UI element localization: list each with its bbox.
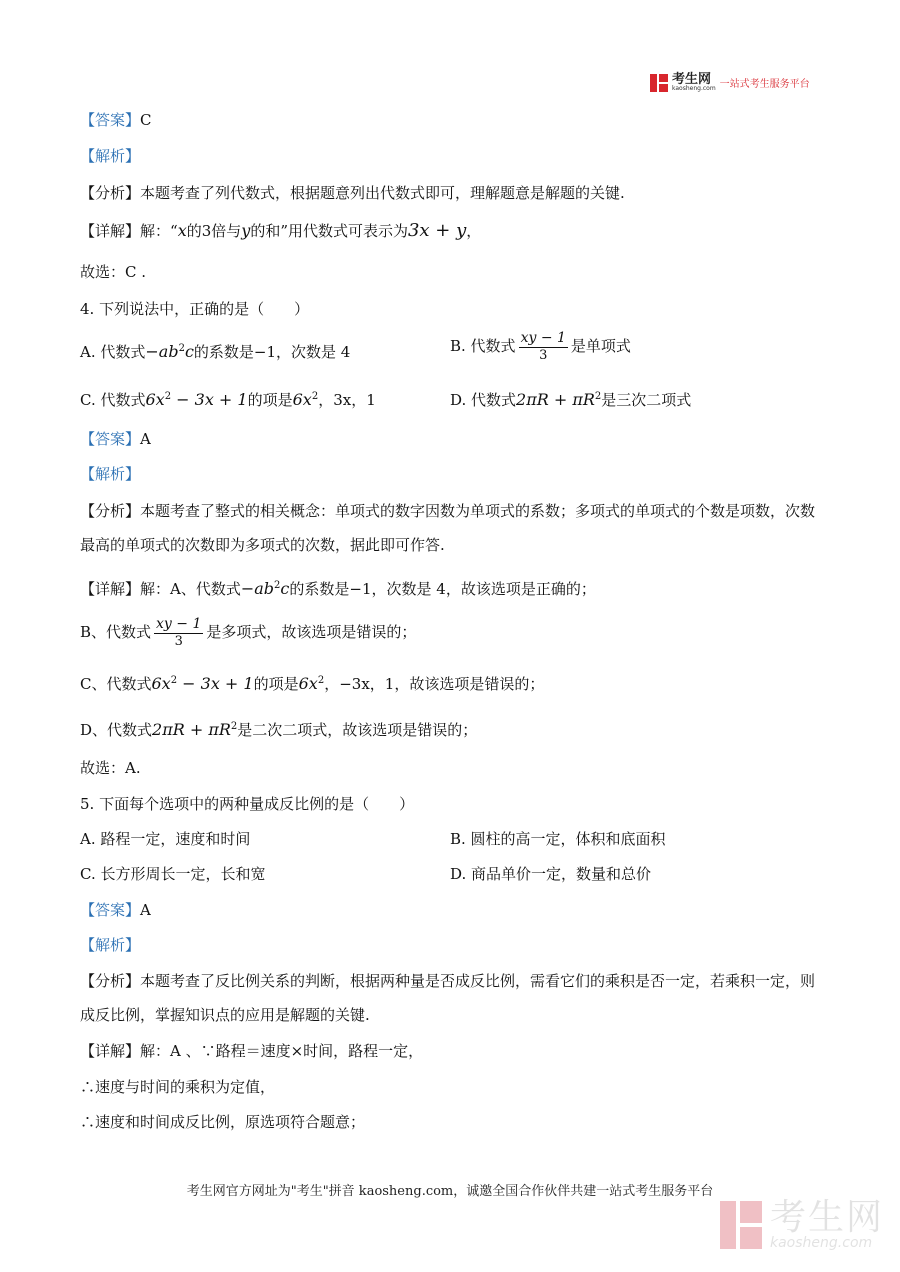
header-logo (650, 73, 810, 92)
detail-text: 的和”用代数式可表示为 (250, 222, 408, 240)
q4-detail-d (80, 717, 477, 740)
math-exponent: 2 (274, 580, 281, 591)
option-label: A. 代数式 (80, 343, 146, 361)
fraction-denominator: 3 (174, 634, 183, 649)
math-expression: − 3x + 1 (171, 390, 248, 409)
q5-stem: 5. 下面每个选项中的两种量成反比例的是（ ） (80, 795, 415, 813)
q5-answer (80, 900, 151, 920)
detail-text: C、代数式 (80, 675, 152, 693)
q5-option-a: A. 路程一定，速度和时间 (80, 830, 251, 848)
logo-mark-icon (650, 74, 668, 92)
xiangjie-label: 【详解】 (80, 222, 141, 240)
q5-jiexi (80, 935, 140, 955)
q4-detail-c (80, 671, 544, 694)
option-text: 是三次二项式 (601, 391, 692, 409)
math-exponent: 2 (230, 721, 238, 732)
q4-detail-b (80, 616, 416, 650)
q5-option-d: D. 商品单价一定，数量和总价 (450, 865, 652, 883)
math-exponent: 2 (594, 391, 602, 402)
detail-text: 的系数是−1，次数是 4，故该选项是正确的； (289, 580, 596, 598)
fenxi-label: 【分析】 (80, 502, 141, 520)
detail-text: ，−3x，1，故该选项是错误的； (324, 675, 545, 693)
math-expression: 6x (292, 390, 312, 409)
q5-option-c: C. 长方形周长一定，长和宽 (80, 865, 266, 883)
q4-conclusion: 故选：A. (80, 759, 141, 777)
q4-answer (80, 429, 151, 449)
footer-text: 考生网官方网址为"考生"拼音 kaosheng.com，诚邀全国合作伙伴共建一站式考生服务平台 (186, 1184, 714, 1199)
math-exponent: 2 (317, 675, 325, 686)
q5-detail-3: ∴速度和时间成反比例，原选项符合题意； (80, 1113, 366, 1131)
math-var: c (184, 342, 194, 361)
q3-answer (80, 110, 152, 130)
xiangjie-label: 【详解】 (80, 580, 141, 598)
q4-option-b (450, 330, 631, 364)
fraction-denominator: 3 (539, 348, 548, 363)
q5-detail-1 (80, 1041, 423, 1061)
math-expression: −ab (240, 579, 275, 598)
jiexi-label: 【解析】 (80, 465, 141, 483)
q4-jiexi (80, 464, 140, 484)
xiangjie-label: 【详解】 (80, 1042, 141, 1060)
logo-domain: kaosheng.com (672, 85, 716, 92)
answer-value: A (140, 430, 151, 448)
logo-name: 考生网 (672, 72, 712, 87)
analysis-text: 本题考查了列代数式，根据题意列出代数式即可，理解题意是解题的关键. (140, 184, 625, 202)
analysis-text: 本题考查了整式的相关概念：单项式的数字因数为单项式的系数；多项式的单项式的个数是项数，次数最高的单项式的次数即为多项式的次数，据此即可作答. (80, 502, 816, 554)
detail-text: 解：“ (140, 222, 178, 240)
fraction-numerator: xy − 1 (520, 330, 566, 346)
answer-label: 【答案】 (80, 901, 141, 919)
q3-conclusion: 故选：C . (80, 263, 147, 281)
math-expression: 6x (298, 674, 318, 693)
answer-value: A (140, 901, 151, 919)
detail-text: 解：A、代数式 (140, 580, 241, 598)
answer-label: 【答案】 (80, 111, 141, 129)
option-label: C. 代数式 (80, 391, 146, 409)
answer-value: C (140, 111, 152, 129)
math-exponent: 2 (178, 343, 185, 354)
fraction (519, 330, 568, 364)
q5-analysis (80, 964, 825, 1032)
math-var: x (177, 221, 187, 240)
math-expression: −ab (145, 342, 179, 361)
q4-option-c (80, 387, 376, 410)
math-expression: 2πR + πR (152, 720, 231, 739)
math-expression: 2πR + πR (516, 390, 595, 409)
q4-analysis (80, 494, 825, 562)
detail-text: 是多项式，故该选项是错误的； (206, 623, 417, 641)
math-exponent: 2 (311, 391, 319, 402)
option-text: 的系数是−1，次数是 4 (193, 343, 351, 361)
detail-text: 是二次二项式，故该选项是错误的； (237, 721, 478, 739)
fenxi-label: 【分析】 (80, 972, 141, 990)
analysis-text: 本题考查了反比例关系的判断，根据两种量是否成反比例，需看它们的乘积是否一定，若乘积一定，则成反比例，掌握知识点的应用是解题的关键. (80, 972, 816, 1024)
math-exponent: 2 (164, 391, 172, 402)
option-text: 的项是 (247, 391, 293, 409)
detail-text: 的3倍与 (186, 222, 242, 240)
math-expression: 3x + y (407, 220, 467, 241)
q3-jiexi (80, 146, 140, 166)
q3-analysis (80, 183, 625, 203)
fraction (154, 616, 203, 650)
detail-text: B、代数式 (80, 623, 152, 641)
detail-text: 的项是 (253, 675, 299, 693)
detail-text: D、代数式 (80, 721, 153, 739)
q4-option-a (80, 339, 350, 362)
header-slogan: 一站式考生服务平台 (719, 79, 810, 90)
detail-text: ， (466, 222, 482, 240)
watermark-logo (720, 1197, 885, 1251)
detail-text: 解：A 、∵路程＝速度×时间，路程一定， (140, 1042, 424, 1060)
math-var: c (280, 579, 290, 598)
q4-detail-a (80, 576, 596, 599)
option-text: 是单项式 (570, 337, 631, 355)
math-expression: 6x (151, 674, 171, 693)
fraction-numerator: xy − 1 (156, 616, 202, 632)
q3-detail (80, 221, 481, 241)
watermark-name: 考生网 (770, 1197, 885, 1238)
option-text: ，3x，1 (318, 391, 376, 409)
jiexi-label: 【解析】 (80, 147, 141, 165)
q5-detail-2: ∴速度与时间的乘积为定值， (80, 1078, 276, 1096)
q4-stem: 4. 下列说法中，正确的是（ ） (80, 300, 310, 318)
math-expression: − 3x + 1 (177, 674, 254, 693)
option-label: D. 代数式 (450, 391, 517, 409)
option-label: B. 代数式 (450, 337, 516, 355)
answer-label: 【答案】 (80, 430, 141, 448)
math-var: y (241, 221, 251, 240)
watermark-domain: kaosheng.com (770, 1235, 873, 1251)
watermark-mark-icon (720, 1201, 762, 1249)
jiexi-label: 【解析】 (80, 936, 141, 954)
math-expression: 6x (145, 390, 165, 409)
q4-option-d (450, 387, 691, 410)
q5-option-b: B. 圆柱的高一定，体积和底面积 (450, 830, 666, 848)
math-exponent: 2 (170, 675, 178, 686)
fenxi-label: 【分析】 (80, 184, 141, 202)
